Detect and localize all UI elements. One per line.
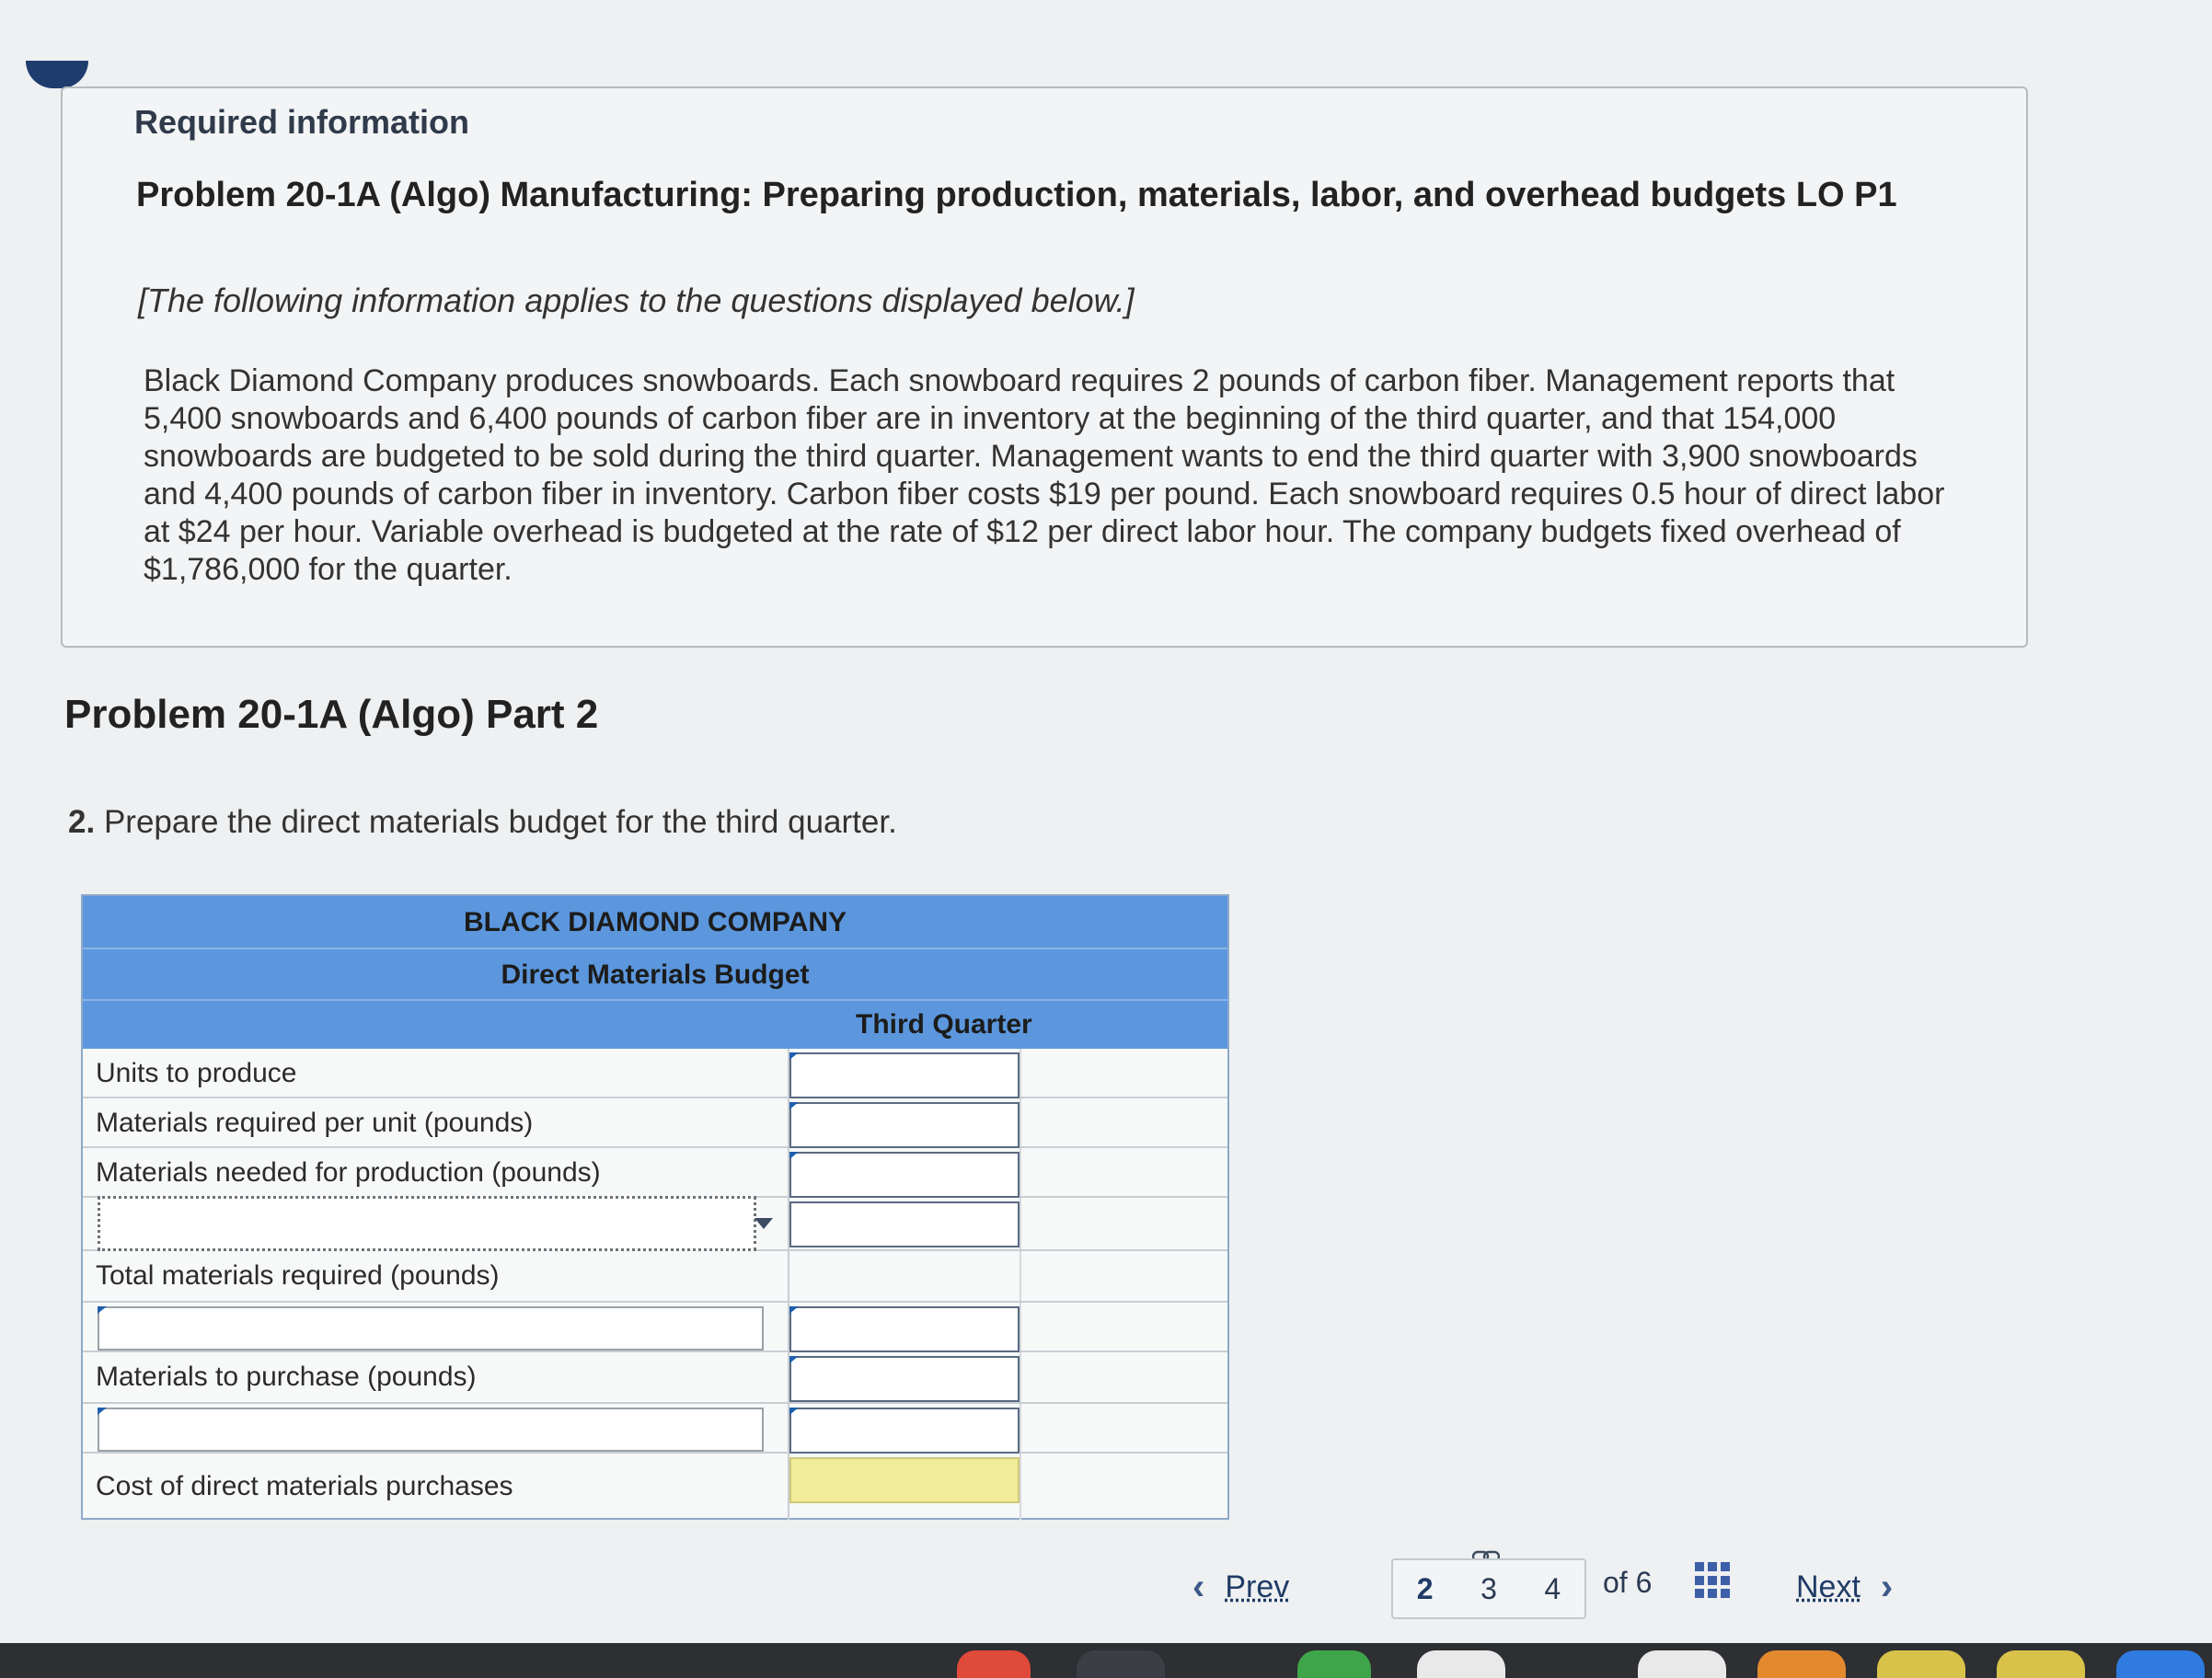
row-label-materials-to-purchase: Materials to purchase (pounds) — [96, 1362, 477, 1392]
row-label-total-materials: Total materials required (pounds) — [96, 1260, 500, 1291]
prev-label: Prev — [1225, 1569, 1290, 1604]
next-button[interactable] — [1796, 1555, 1893, 1619]
chevron-down-icon[interactable] — [755, 1218, 773, 1229]
scenario-text: Black Diamond Company produces snowboards. Each snowboard requires 2 pounds of carbon fiber. Management reports that 5,400 snowboards and 6,400 pounds of carbon fiber are in inventory at the beginning of the third quarter, and that 154,000 snowboards are budgeted to be sold during the third quarter. Management wants to end the third quarter with 3,900 snowboards and 4,400 pounds of carbon fiber in inventory. Carbon fiber costs $19 per pound. Each snowboard requires 0.5 hour of direct labor at $24 per hour. Variable overhead is budgeted at the rate of $12 per direct labor hour. The company budgets fixed overhead of $1,786,000 for the quarter. — [144, 363, 1945, 587]
row-label-units-to-produce: Units to produce — [96, 1058, 297, 1088]
table-row — [83, 1352, 1227, 1404]
grid-icon[interactable] — [1695, 1562, 1732, 1599]
third-quarter-column-header: Third Quarter — [856, 1009, 1032, 1040]
dropdown-row-input[interactable] — [789, 1201, 1020, 1247]
flag-icon — [789, 1306, 799, 1314]
part-title: Problem 20-1A (Algo) Part 2 — [64, 692, 599, 737]
flag-icon — [98, 1408, 107, 1415]
question-number: 2. — [68, 804, 96, 840]
cost-of-purchases-cell — [789, 1457, 1020, 1503]
dock-app-icon[interactable] — [957, 1650, 1031, 1678]
prev-button[interactable] — [1192, 1555, 1289, 1619]
dock-app-icon[interactable] — [1417, 1650, 1505, 1678]
dock-app-icon[interactable] — [2116, 1650, 2205, 1678]
row-label-materials-needed: Materials needed for production (pounds) — [96, 1157, 601, 1188]
flag-icon — [789, 1052, 799, 1060]
dock-app-icon[interactable] — [1077, 1650, 1165, 1678]
materials-needed-input[interactable] — [789, 1152, 1020, 1198]
row-label-text-field[interactable] — [98, 1306, 764, 1350]
flag-icon — [789, 1408, 799, 1415]
materials-per-unit-input[interactable] — [789, 1102, 1020, 1148]
statement-title-header: Direct Materials Budget — [83, 949, 1227, 1001]
next-label: Next — [1796, 1569, 1861, 1604]
table-row — [83, 1098, 1227, 1148]
chevron-right-icon: › — [1880, 1566, 1894, 1607]
table-row — [83, 1251, 1227, 1303]
page-4-link[interactable]: 4 — [1544, 1571, 1561, 1605]
bookmark-icon[interactable] — [26, 61, 88, 88]
row-label-text-field[interactable] — [98, 1408, 764, 1452]
materials-to-purchase-input[interactable] — [789, 1356, 1020, 1402]
dock-app-icon[interactable] — [1877, 1650, 1965, 1678]
direct-materials-budget-table — [81, 894, 1229, 1520]
table-row — [83, 1198, 1227, 1251]
question — [68, 804, 897, 841]
info-note: [The following information applies to the questions displayed below.] — [138, 282, 1135, 319]
flag-icon — [789, 1356, 799, 1363]
row-value-input[interactable] — [789, 1306, 1020, 1352]
page-3-link[interactable]: 3 — [1480, 1571, 1497, 1605]
page-2-link[interactable]: 2 — [1416, 1571, 1434, 1605]
table-row — [83, 1404, 1227, 1454]
dock-app-icon[interactable] — [1297, 1650, 1371, 1678]
row-label-cost-of-purchases: Cost of direct materials purchases — [96, 1471, 513, 1501]
column-header-row — [83, 1001, 1227, 1049]
page-count: of 6 — [1603, 1566, 1653, 1599]
dock-app-icon[interactable] — [1757, 1650, 1846, 1678]
question-text: Prepare the direct materials budget for the third quarter. — [103, 804, 897, 840]
table-row — [83, 1148, 1227, 1198]
flag-icon — [789, 1102, 799, 1109]
company-name-header: BLACK DIAMOND COMPANY — [83, 896, 1227, 949]
flag-icon — [98, 1306, 107, 1314]
units-to-produce-input[interactable] — [789, 1052, 1020, 1098]
page-selector — [1391, 1558, 1586, 1619]
table-row — [83, 1454, 1227, 1520]
dock-app-icon[interactable] — [1997, 1650, 2085, 1678]
row-value-input[interactable] — [789, 1408, 1020, 1454]
required-info-heading: Required information — [134, 103, 470, 141]
row-label-materials-per-unit: Materials required per unit (pounds) — [96, 1108, 534, 1138]
problem-title: Problem 20-1A (Algo) Manufacturing: Preparing production, materials, labor, and overhead budgets LO P1 — [136, 176, 1897, 214]
chevron-left-icon: ‹ — [1192, 1566, 1205, 1607]
table-row — [83, 1303, 1227, 1352]
row-label-dropdown[interactable] — [98, 1196, 756, 1251]
flag-icon — [789, 1152, 799, 1159]
dock-app-icon[interactable] — [1638, 1650, 1726, 1678]
table-row — [83, 1049, 1227, 1098]
